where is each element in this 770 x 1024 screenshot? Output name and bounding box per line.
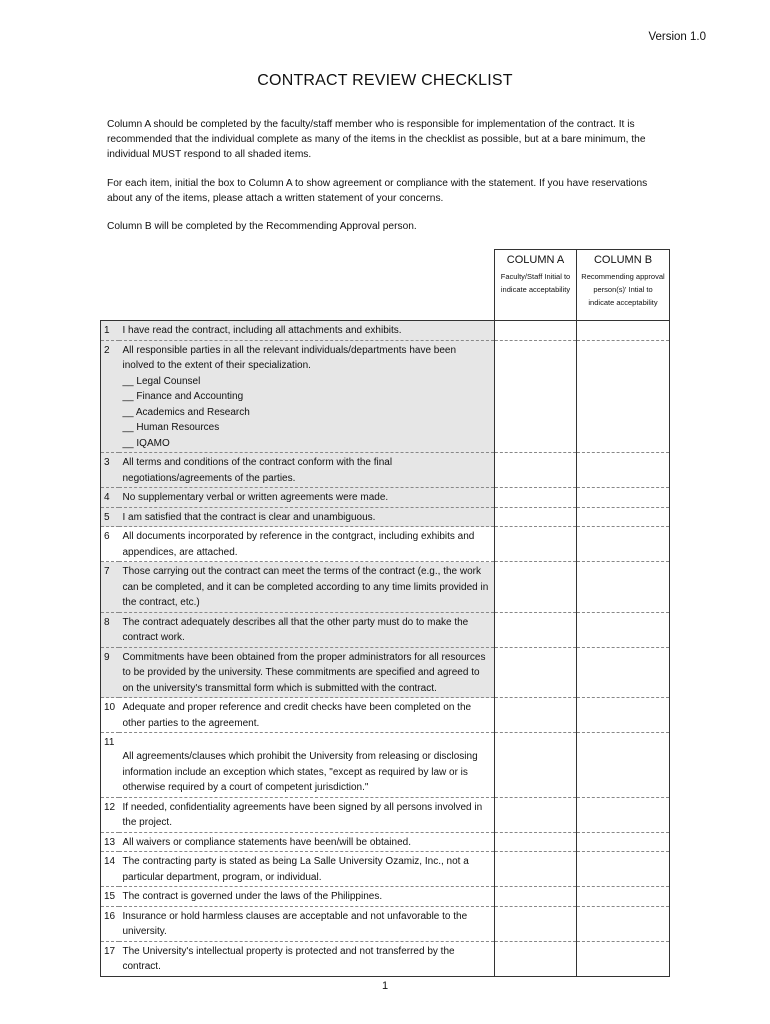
page-number: 1 (381, 980, 389, 992)
column-a-initial-box[interactable] (495, 797, 577, 832)
intro-paragraph-2: For each item, initial the box to Column A to show agreement or compliance with the statement. If you have reservations about any of the items, please attach a written statement of your concerns. (107, 178, 648, 204)
column-b-initial-box[interactable] (577, 832, 670, 852)
item-number: 15 (101, 887, 119, 907)
column-b-initial-box[interactable] (577, 340, 670, 453)
column-a-initial-box[interactable] (495, 527, 577, 562)
version-label: Version 1.0 (648, 31, 706, 43)
item-text: All responsible parties in all the relevant individuals/departments have been inolved to the extent of their specialization. (122, 344, 457, 371)
column-b-initial-box[interactable] (577, 733, 670, 798)
column-a-initial-box[interactable] (495, 488, 577, 508)
item-number: 2 (101, 340, 119, 453)
item-text-cell (119, 612, 495, 647)
column-a-initial-box[interactable] (495, 887, 577, 907)
item-number: 10 (101, 698, 119, 733)
column-b-initial-box[interactable] (577, 797, 670, 832)
item-number: 4 (101, 488, 119, 508)
column-a-initial-box[interactable] (495, 647, 577, 698)
checklist-row (101, 733, 670, 798)
column-a-initial-box[interactable] (495, 852, 577, 887)
intro-paragraph-1: Column A should be completed by the faculty/staff member who is responsible for implementation of the contract. It is recommended that the individual complete as many of the items in the checklist as possible, but at a bare minimum, the individual MUST respond to all shaded items. (107, 119, 646, 160)
column-a-initial-box[interactable] (495, 340, 577, 453)
item-number: 5 (101, 507, 119, 527)
checklist-row (101, 507, 670, 527)
item-number: 7 (101, 562, 119, 613)
item-text: All terms and conditions of the contract conform with the final negotiations/agreements of the parties. (122, 457, 393, 484)
checklist-row (101, 488, 670, 508)
column-header-row (101, 250, 670, 321)
item-text: Adequate and proper reference and credit checks have been completed on the other parties to the agreement. (122, 702, 472, 729)
item-text-cell (119, 562, 495, 613)
item-number: 9 (101, 647, 119, 698)
item-number: 8 (101, 612, 119, 647)
item-text-cell (119, 698, 495, 733)
column-a-initial-box[interactable] (495, 562, 577, 613)
item-text-cell (119, 887, 495, 907)
checklist-row (101, 906, 670, 941)
column-b-initial-box[interactable] (577, 906, 670, 941)
item-text-cell (119, 906, 495, 941)
item-number: 6 (101, 527, 119, 562)
item-number: 14 (101, 852, 119, 887)
department-line: __ Finance and Accounting (122, 391, 244, 402)
column-a-initial-box[interactable] (495, 612, 577, 647)
checklist-row (101, 941, 670, 976)
checklist-row (101, 832, 670, 852)
item-number: 11 (101, 733, 119, 798)
checklist-row (101, 321, 670, 341)
column-b-initial-box[interactable] (577, 887, 670, 907)
item-text: I am satisfied that the contract is clear and unambiguous. (122, 511, 376, 523)
item-text-cell (119, 852, 495, 887)
item-text: The contract adequately describes all that the other party must do to make the contract work. (122, 616, 469, 643)
item-text-cell (119, 453, 495, 488)
checklist-row (101, 887, 670, 907)
column-b-initial-box[interactable] (577, 647, 670, 698)
column-a-initial-box[interactable] (495, 453, 577, 488)
column-b-initial-box[interactable] (577, 507, 670, 527)
checklist-row (101, 647, 670, 698)
column-a-initial-box[interactable] (495, 321, 577, 341)
item-number: 17 (101, 941, 119, 976)
department-line: __ Legal Counsel (122, 375, 201, 387)
item-number: 16 (101, 906, 119, 941)
item-text: Commitments have been obtained from the proper administrators for all resources to be provided by the university. These commitments are specified and agreed to on the university's transmittal form which is submitted with the contract. (122, 651, 486, 694)
column-a-initial-box[interactable] (495, 507, 577, 527)
column-b-initial-box[interactable] (577, 612, 670, 647)
item-text: All waivers or compliance statements have been/will be obtained. (122, 836, 411, 848)
department-line: __ IQAMO (122, 437, 170, 449)
checklist-row (101, 453, 670, 488)
checklist-row (101, 527, 670, 562)
checklist-row (101, 612, 670, 647)
item-text-cell (119, 832, 495, 852)
item-text: I have read the contract, including all attachments and exhibits. (122, 325, 402, 336)
item-number: 12 (101, 797, 119, 832)
column-b-initial-box[interactable] (577, 698, 670, 733)
column-a-initial-box[interactable] (495, 941, 577, 976)
checklist-row (101, 852, 670, 887)
intro-paragraph-3: Column B will be completed by the Recommending Approval person. (107, 221, 417, 232)
item-text-cell (119, 733, 495, 798)
item-text: The contract is governed under the laws of the Philippines. (122, 891, 383, 902)
department-line: __ Human Resources (122, 422, 220, 433)
item-text-cell (119, 941, 495, 976)
column-b-title: COLUMN B (593, 254, 653, 266)
column-b-initial-box[interactable] (577, 562, 670, 613)
item-text: If needed, confidentiality agreements have been signed by all persons involved in the project. (122, 801, 483, 828)
item-number: 1 (101, 321, 119, 341)
checklist-row (101, 797, 670, 832)
column-a-initial-box[interactable] (495, 733, 577, 798)
column-b-header (577, 250, 670, 321)
item-text-cell (119, 797, 495, 832)
column-a-header (495, 250, 577, 321)
page-title: CONTRACT REVIEW CHECKLIST (257, 72, 513, 89)
column-b-initial-box[interactable] (577, 852, 670, 887)
column-a-initial-box[interactable] (495, 906, 577, 941)
column-a-initial-box[interactable] (495, 698, 577, 733)
checklist-table (100, 249, 670, 977)
item-text-cell (119, 340, 495, 453)
checklist-row (101, 340, 670, 453)
item-text: Those carrying out the contract can meet the terms of the contract (e.g., the work can be completed, and it can be completed according to any time limits provided in the contract, etc.) (122, 566, 489, 608)
column-b-initial-box[interactable] (577, 453, 670, 488)
item-text-cell (119, 488, 495, 508)
item-number: 3 (101, 453, 119, 488)
column-b-subtitle: Recommending approval person(s)' Intial to indicate acceptability (581, 272, 665, 307)
item-text: The contracting party is stated as being La Salle University Ozamiz, Inc., not a particular department, program, or individual. (122, 856, 469, 883)
column-a-initial-box[interactable] (495, 832, 577, 852)
column-b-initial-box[interactable] (577, 527, 670, 562)
item-text: All agreements/clauses which prohibit the University from releasing or disclosing information include an exception which states, "except as required by law or is otherwise required by a court of competent jurisdiction." (122, 751, 478, 793)
column-b-initial-box[interactable] (577, 941, 670, 976)
column-b-initial-box[interactable] (577, 321, 670, 341)
item-text-cell (119, 647, 495, 698)
item-text: Insurance or hold harmless clauses are acceptable and not unfavorable to the university. (122, 910, 468, 937)
item-text-cell (119, 527, 495, 562)
item-number: 13 (101, 832, 119, 852)
item-text: All documents incorporated by reference in the contgract, including exhibits and appendices, are attached. (122, 531, 475, 558)
column-a-title: COLUMN A (506, 254, 565, 266)
item-text-cell (119, 321, 495, 341)
item-text: No supplementary verbal or written agreements were made. (122, 492, 389, 503)
item-text-cell (119, 507, 495, 527)
item-text: The University's intellectual property is protected and not transferred by the contract. (122, 945, 455, 972)
column-b-initial-box[interactable] (577, 488, 670, 508)
checklist-row (101, 562, 670, 613)
column-a-subtitle: Faculty/Staff Initial to indicate acceptability (500, 272, 571, 294)
department-line: __ Academics and Research (122, 406, 250, 418)
checklist-row (101, 698, 670, 733)
